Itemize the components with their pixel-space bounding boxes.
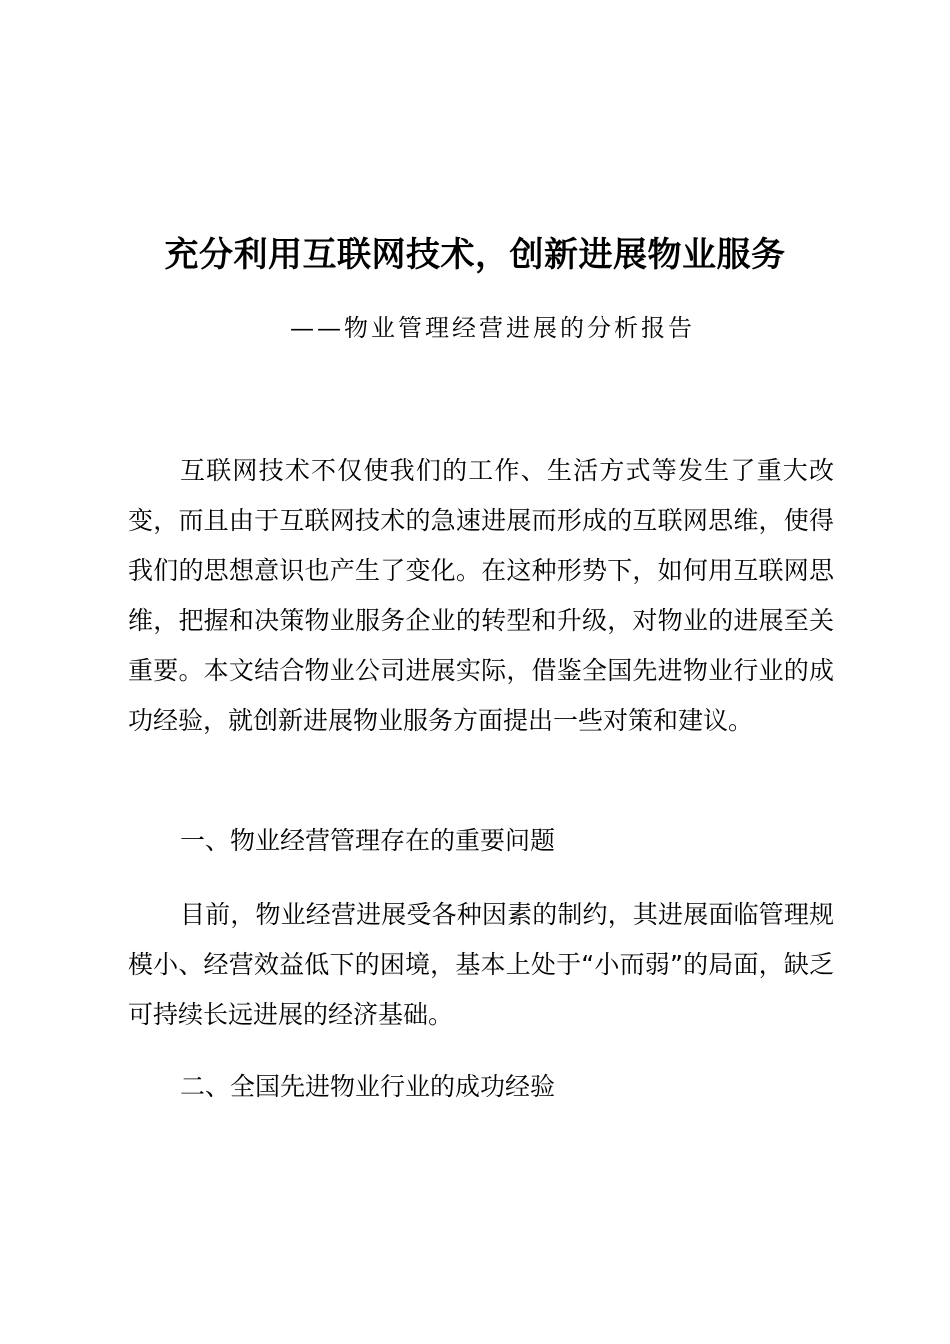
intro-section (128, 446, 834, 746)
section1-body (128, 890, 834, 1040)
document-subtitle: ——物业管理经营进展的分析报告 (290, 314, 695, 342)
section1-heading: 一、物业经营管理存在的重要问题 (180, 826, 556, 855)
section2-heading: 二、全国先进物业行业的成功经验 (180, 1072, 556, 1101)
document-title: 充分利用互联网技术，创新进展物业服务 (164, 235, 786, 275)
section1-paragraph: 目前，物业经营进展受各种因素的制约，其进展面临管理规模小、经营效益低下的困境，基本上处于“小而弱”的局面，缺乏可持续长远进展的经济基础。 (128, 900, 834, 1029)
intro-paragraph: 互联网技术不仅使我们的工作、生活方式等发生了重大改变，而且由于互联网技术的急速进展而形成的互联网思维，使得我们的思想意识也产生了变化。在这种形势下，如何用互联网思维，把握和决策物业服务企业的转型和升级，对物业的进展至关重要。本文结合物业公司进展实际，借鉴全国先进物业行业的成功经验，就创新进展物业服务方面提出一些对策和建议。 (128, 456, 834, 735)
